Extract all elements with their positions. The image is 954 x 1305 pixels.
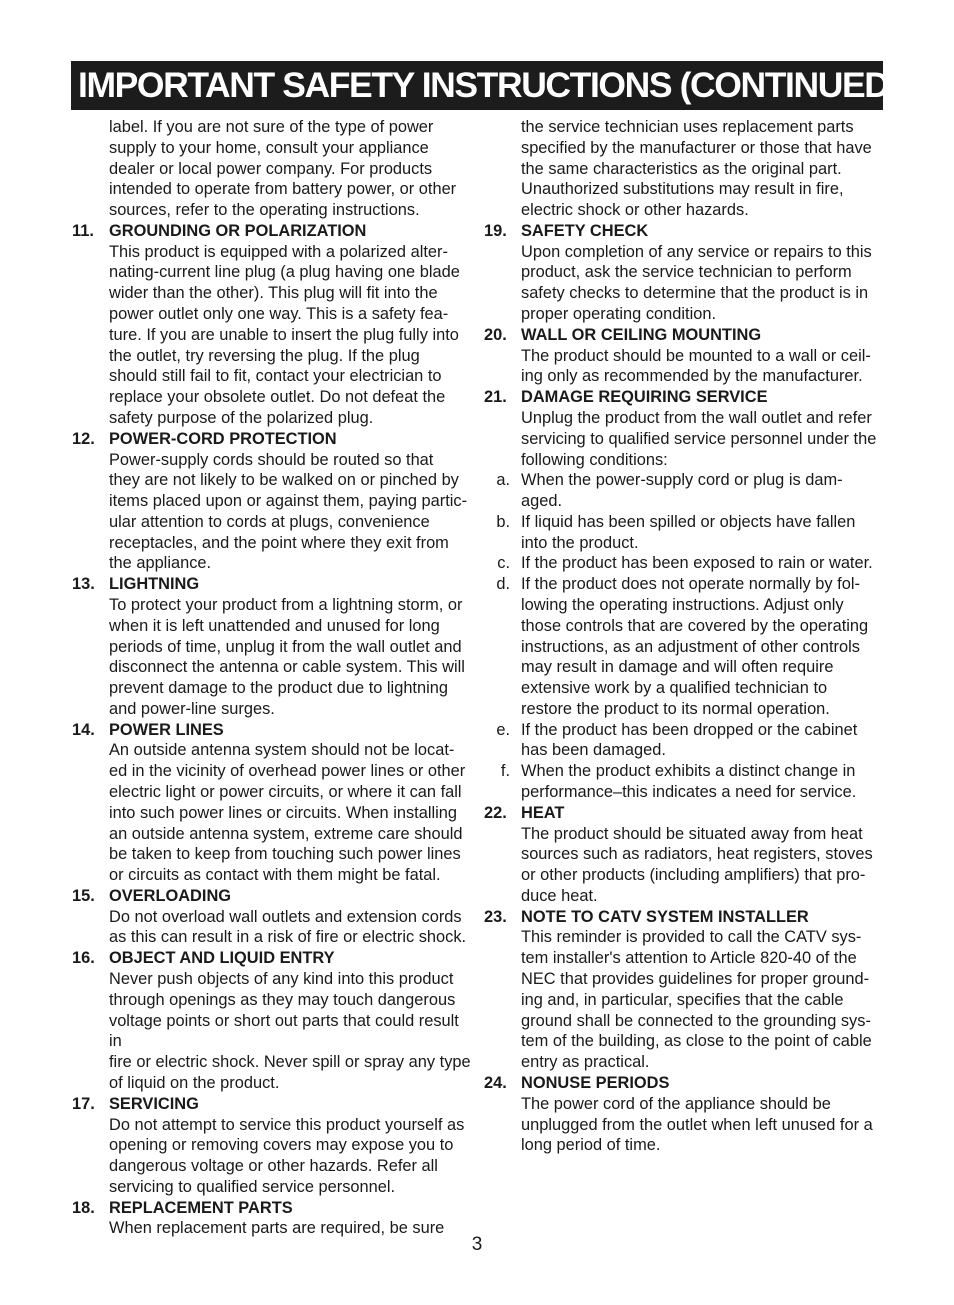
item-body xyxy=(484,408,884,470)
item-body xyxy=(484,1094,884,1156)
item-number: 24. xyxy=(484,1073,507,1092)
item-body xyxy=(72,242,472,429)
sub-item-letter: b. xyxy=(496,512,510,531)
item-body xyxy=(72,450,472,575)
continuation-line: supply to your home, consult your appliance xyxy=(109,138,429,157)
body-line: electric light or power circuits, or where it can fall xyxy=(109,783,462,801)
item-body xyxy=(72,740,472,885)
item-title: GROUNDING OR POLARIZATION xyxy=(109,221,367,240)
body-line: Upon completion of any service or repairs to this xyxy=(521,242,872,261)
instruction-item xyxy=(484,387,884,803)
item-title: WALL OR CEILING MOUNTING xyxy=(521,325,762,344)
body-line: ing and, in particular, specifies that the cable xyxy=(521,990,844,1009)
sub-item xyxy=(484,512,884,554)
item-title: LIGHTNING xyxy=(109,575,200,594)
sub-item-line: lowing the operating instructions. Adjust only xyxy=(521,595,844,614)
body-line: This reminder is provided to call the CATV sys- xyxy=(521,928,862,947)
sub-item-line: If liquid has been spilled or objects have fallen xyxy=(521,512,856,531)
item-body xyxy=(72,969,472,1094)
sub-item xyxy=(484,470,884,512)
body-line: disconnect the antenna or cable system. This will xyxy=(109,658,465,677)
item-number: 22. xyxy=(484,803,507,822)
right-column xyxy=(484,117,884,1156)
body-line: should still fail to fit, contact your electrician to xyxy=(109,367,442,386)
body-line: Unplug the product from the wall outlet and refer xyxy=(521,408,872,427)
sub-item-letter: c. xyxy=(497,554,510,573)
item-number: 19. xyxy=(484,221,507,240)
continuation-line: the service technician uses replacement parts xyxy=(521,118,854,136)
sub-item-line: restore the product to its normal operation. xyxy=(521,699,830,718)
sub-item-letter: e. xyxy=(496,720,510,739)
instruction-item xyxy=(72,948,472,1093)
body-line: Do not attempt to service this product yourself as xyxy=(109,1115,465,1134)
sub-item-letter: a. xyxy=(496,471,510,490)
page-number: 3 xyxy=(471,1234,483,1255)
continuation-text xyxy=(72,117,472,221)
item-title: DAMAGE REQUIRING SERVICE xyxy=(521,388,768,407)
body-line: ground shall be connected to the grounding sys- xyxy=(521,1011,871,1030)
sub-item-line: If the product has been dropped or the cabinet xyxy=(521,720,858,739)
continuation-line: Unauthorized substitutions may result in fire, xyxy=(521,180,844,199)
page-title: IMPORTANT SAFETY INSTRUCTIONS (CONTINUED) xyxy=(78,65,899,105)
page-title-banner xyxy=(71,61,899,110)
sub-item-line: into the product. xyxy=(521,533,639,552)
sub-item-line: has been damaged. xyxy=(521,741,666,760)
body-line: items placed upon or against them, paying partic- xyxy=(109,492,468,511)
body-line: wider than the other). This plug will fit into the xyxy=(109,284,438,303)
sub-item-line: If the product does not operate normally by fol- xyxy=(521,575,860,594)
body-line: fire or electric shock. Never spill or spray any type xyxy=(109,1053,471,1072)
body-line: receptacles, and the point where they exit from xyxy=(109,533,449,552)
body-line: an outside antenna system, extreme care should xyxy=(109,824,463,843)
body-line: safety checks to determine that the product is in xyxy=(521,284,869,303)
continuation-line: intended to operate from battery power, or other xyxy=(109,180,457,199)
body-line: servicing to qualified service personnel under the xyxy=(521,429,877,448)
body-line: dangerous voltage or other hazards. Refer all xyxy=(109,1157,438,1176)
body-line: into such power lines or circuits. When installing xyxy=(109,803,457,822)
sub-item xyxy=(484,553,884,574)
continuation-line: specified by the manufacturer or those that have xyxy=(521,138,872,157)
sub-item xyxy=(484,574,884,719)
sub-item-line: When the power-supply cord or plug is dam- xyxy=(521,471,843,490)
body-line: Do not overload wall outlets and extension cords xyxy=(109,907,462,926)
body-line: The product should be mounted to a wall or ceil- xyxy=(521,346,871,365)
body-line: of liquid on the product. xyxy=(109,1073,280,1092)
left-column xyxy=(72,117,472,1239)
item-body xyxy=(72,595,472,720)
instruction-item xyxy=(484,325,884,387)
body-line: periods of time, unplug it from the wall outlet and xyxy=(109,637,462,656)
body-line: safety purpose of the polarized plug. xyxy=(109,408,374,427)
sub-item-line: extensive work by a qualified technician to xyxy=(521,679,828,698)
body-line: This product is equipped with a polarized alter- xyxy=(109,242,448,261)
body-line: as this can result in a risk of fire or electric shock. xyxy=(109,928,467,947)
instruction-item xyxy=(484,221,884,325)
item-body xyxy=(484,927,884,1072)
body-line: proper operating condition. xyxy=(521,305,716,324)
sub-item-line: aged. xyxy=(521,492,563,511)
body-line: prevent damage to the product due to lightning xyxy=(109,679,448,698)
body-line: power outlet only one way. This is a safety fea- xyxy=(109,305,449,324)
item-number: 13. xyxy=(72,575,95,594)
item-body xyxy=(72,907,472,949)
body-line: they are not likely to be walked on or pinched by xyxy=(109,471,459,490)
instruction-item xyxy=(72,1198,472,1240)
item-number: 18. xyxy=(72,1198,95,1217)
continuation-line: the same characteristics as the original part. xyxy=(521,159,842,178)
sub-item-line: those controls that are covered by the operating xyxy=(521,616,869,635)
body-line: sources such as radiators, heat registers, stoves xyxy=(521,845,873,864)
continuation-text xyxy=(484,117,884,221)
item-number: 12. xyxy=(72,429,95,448)
instruction-item xyxy=(484,803,884,907)
item-title: OBJECT AND LIQUID ENTRY xyxy=(109,949,335,968)
sub-item-line: performance–this indicates a need for service. xyxy=(521,783,857,801)
body-line: product, ask the service technician to perform xyxy=(521,263,852,282)
item-body xyxy=(484,242,884,325)
body-line: the appliance. xyxy=(109,554,212,573)
body-line: NEC that provides guidelines for proper ground- xyxy=(521,970,870,989)
sub-item-letter: d. xyxy=(496,575,510,594)
instruction-item xyxy=(72,886,472,948)
item-title: REPLACEMENT PARTS xyxy=(109,1198,293,1217)
item-number: 21. xyxy=(484,388,507,407)
body-line: duce heat. xyxy=(521,886,598,905)
body-line: unplugged from the outlet when left unused for a xyxy=(521,1115,873,1134)
item-title: NONUSE PERIODS xyxy=(521,1073,670,1092)
body-line: To protect your product from a lightning storm, or xyxy=(109,595,463,614)
item-number: 15. xyxy=(72,886,95,905)
item-title: NOTE TO CATV SYSTEM INSTALLER xyxy=(521,907,809,926)
sub-item-line: If the product has been exposed to rain or water. xyxy=(521,554,873,573)
sub-item xyxy=(484,761,884,803)
body-line: The power cord of the appliance should be xyxy=(521,1094,831,1113)
body-line: An outside antenna system should not be locat- xyxy=(109,741,455,760)
continuation-line: label. If you are not sure of the type of power xyxy=(109,118,434,136)
body-line: voltage points or short out parts that could result in xyxy=(109,1011,459,1051)
body-line: following conditions: xyxy=(521,450,668,469)
body-line: ing only as recommended by the manufacturer. xyxy=(521,367,863,386)
item-title: POWER-CORD PROTECTION xyxy=(109,429,337,448)
body-line: ture. If you are unable to insert the plug fully into xyxy=(109,325,459,344)
item-body xyxy=(484,824,884,907)
body-line: tem installer's attention to Article 820-40 of the xyxy=(521,949,857,968)
item-number: 20. xyxy=(484,325,507,344)
item-body xyxy=(72,1115,472,1198)
sub-item-line: may result in damage and will often require xyxy=(521,658,834,677)
sub-item-letter: f. xyxy=(500,762,510,781)
body-line: replace your obsolete outlet. Do not defeat the xyxy=(109,388,446,407)
instruction-item xyxy=(72,221,472,429)
item-title: POWER LINES xyxy=(109,720,224,739)
continuation-line: dealer or local power company. For products xyxy=(109,159,433,178)
body-line: ed in the vicinity of overhead power lines or other xyxy=(109,762,466,781)
body-line: The product should be situated away from heat xyxy=(521,824,863,843)
item-title: OVERLOADING xyxy=(109,886,232,905)
body-line: opening or removing covers may expose you to xyxy=(109,1136,454,1155)
body-line: through openings as they may touch dangerous xyxy=(109,990,456,1009)
body-line: ular attention to cords at plugs, convenience xyxy=(109,512,430,531)
item-number: 11. xyxy=(72,221,94,240)
body-line: Power-supply cords should be routed so that xyxy=(109,450,434,469)
sub-item-line: When the product exhibits a distinct change in xyxy=(521,762,856,781)
body-line: nating-current line plug (a plug having one blade xyxy=(109,263,460,282)
continuation-line: electric shock or other hazards. xyxy=(521,201,749,220)
body-line: entry as practical. xyxy=(521,1053,650,1072)
continuation-line: sources, refer to the operating instructions. xyxy=(109,201,420,220)
body-line: or circuits as contact with them might be fatal. xyxy=(109,866,441,885)
body-line: When replacement parts are required, be sure xyxy=(109,1219,445,1238)
instruction-item xyxy=(72,574,472,719)
item-number: 23. xyxy=(484,907,507,926)
body-line: Never push objects of any kind into this product xyxy=(109,970,454,989)
body-line: servicing to qualified service personnel. xyxy=(109,1177,396,1196)
body-line: or other products (including amplifiers) that pro- xyxy=(521,866,866,885)
body-line: be taken to keep from touching such power lines xyxy=(109,845,461,864)
instruction-item xyxy=(484,907,884,1073)
sub-item-line: instructions, as an adjustment of other controls xyxy=(521,637,860,656)
body-line: long period of time. xyxy=(521,1136,661,1155)
instruction-item xyxy=(484,1073,884,1156)
item-number: 17. xyxy=(72,1094,95,1113)
item-title: SERVICING xyxy=(109,1094,199,1113)
item-number: 14. xyxy=(72,720,95,739)
instruction-item xyxy=(72,429,472,574)
body-line: tem of the building, as close to the point of cable xyxy=(521,1032,872,1051)
sub-item xyxy=(484,720,884,762)
body-line: the outlet, try reversing the plug. If the plug xyxy=(109,346,420,365)
instruction-item xyxy=(72,720,472,886)
body-line: when it is left unattended and unused for long xyxy=(109,616,440,635)
body-line: and power-line surges. xyxy=(109,699,275,718)
instruction-item xyxy=(72,1094,472,1198)
item-body xyxy=(484,346,884,388)
item-number: 16. xyxy=(72,949,95,968)
item-title: SAFETY CHECK xyxy=(521,221,649,240)
item-title: HEAT xyxy=(521,803,565,822)
